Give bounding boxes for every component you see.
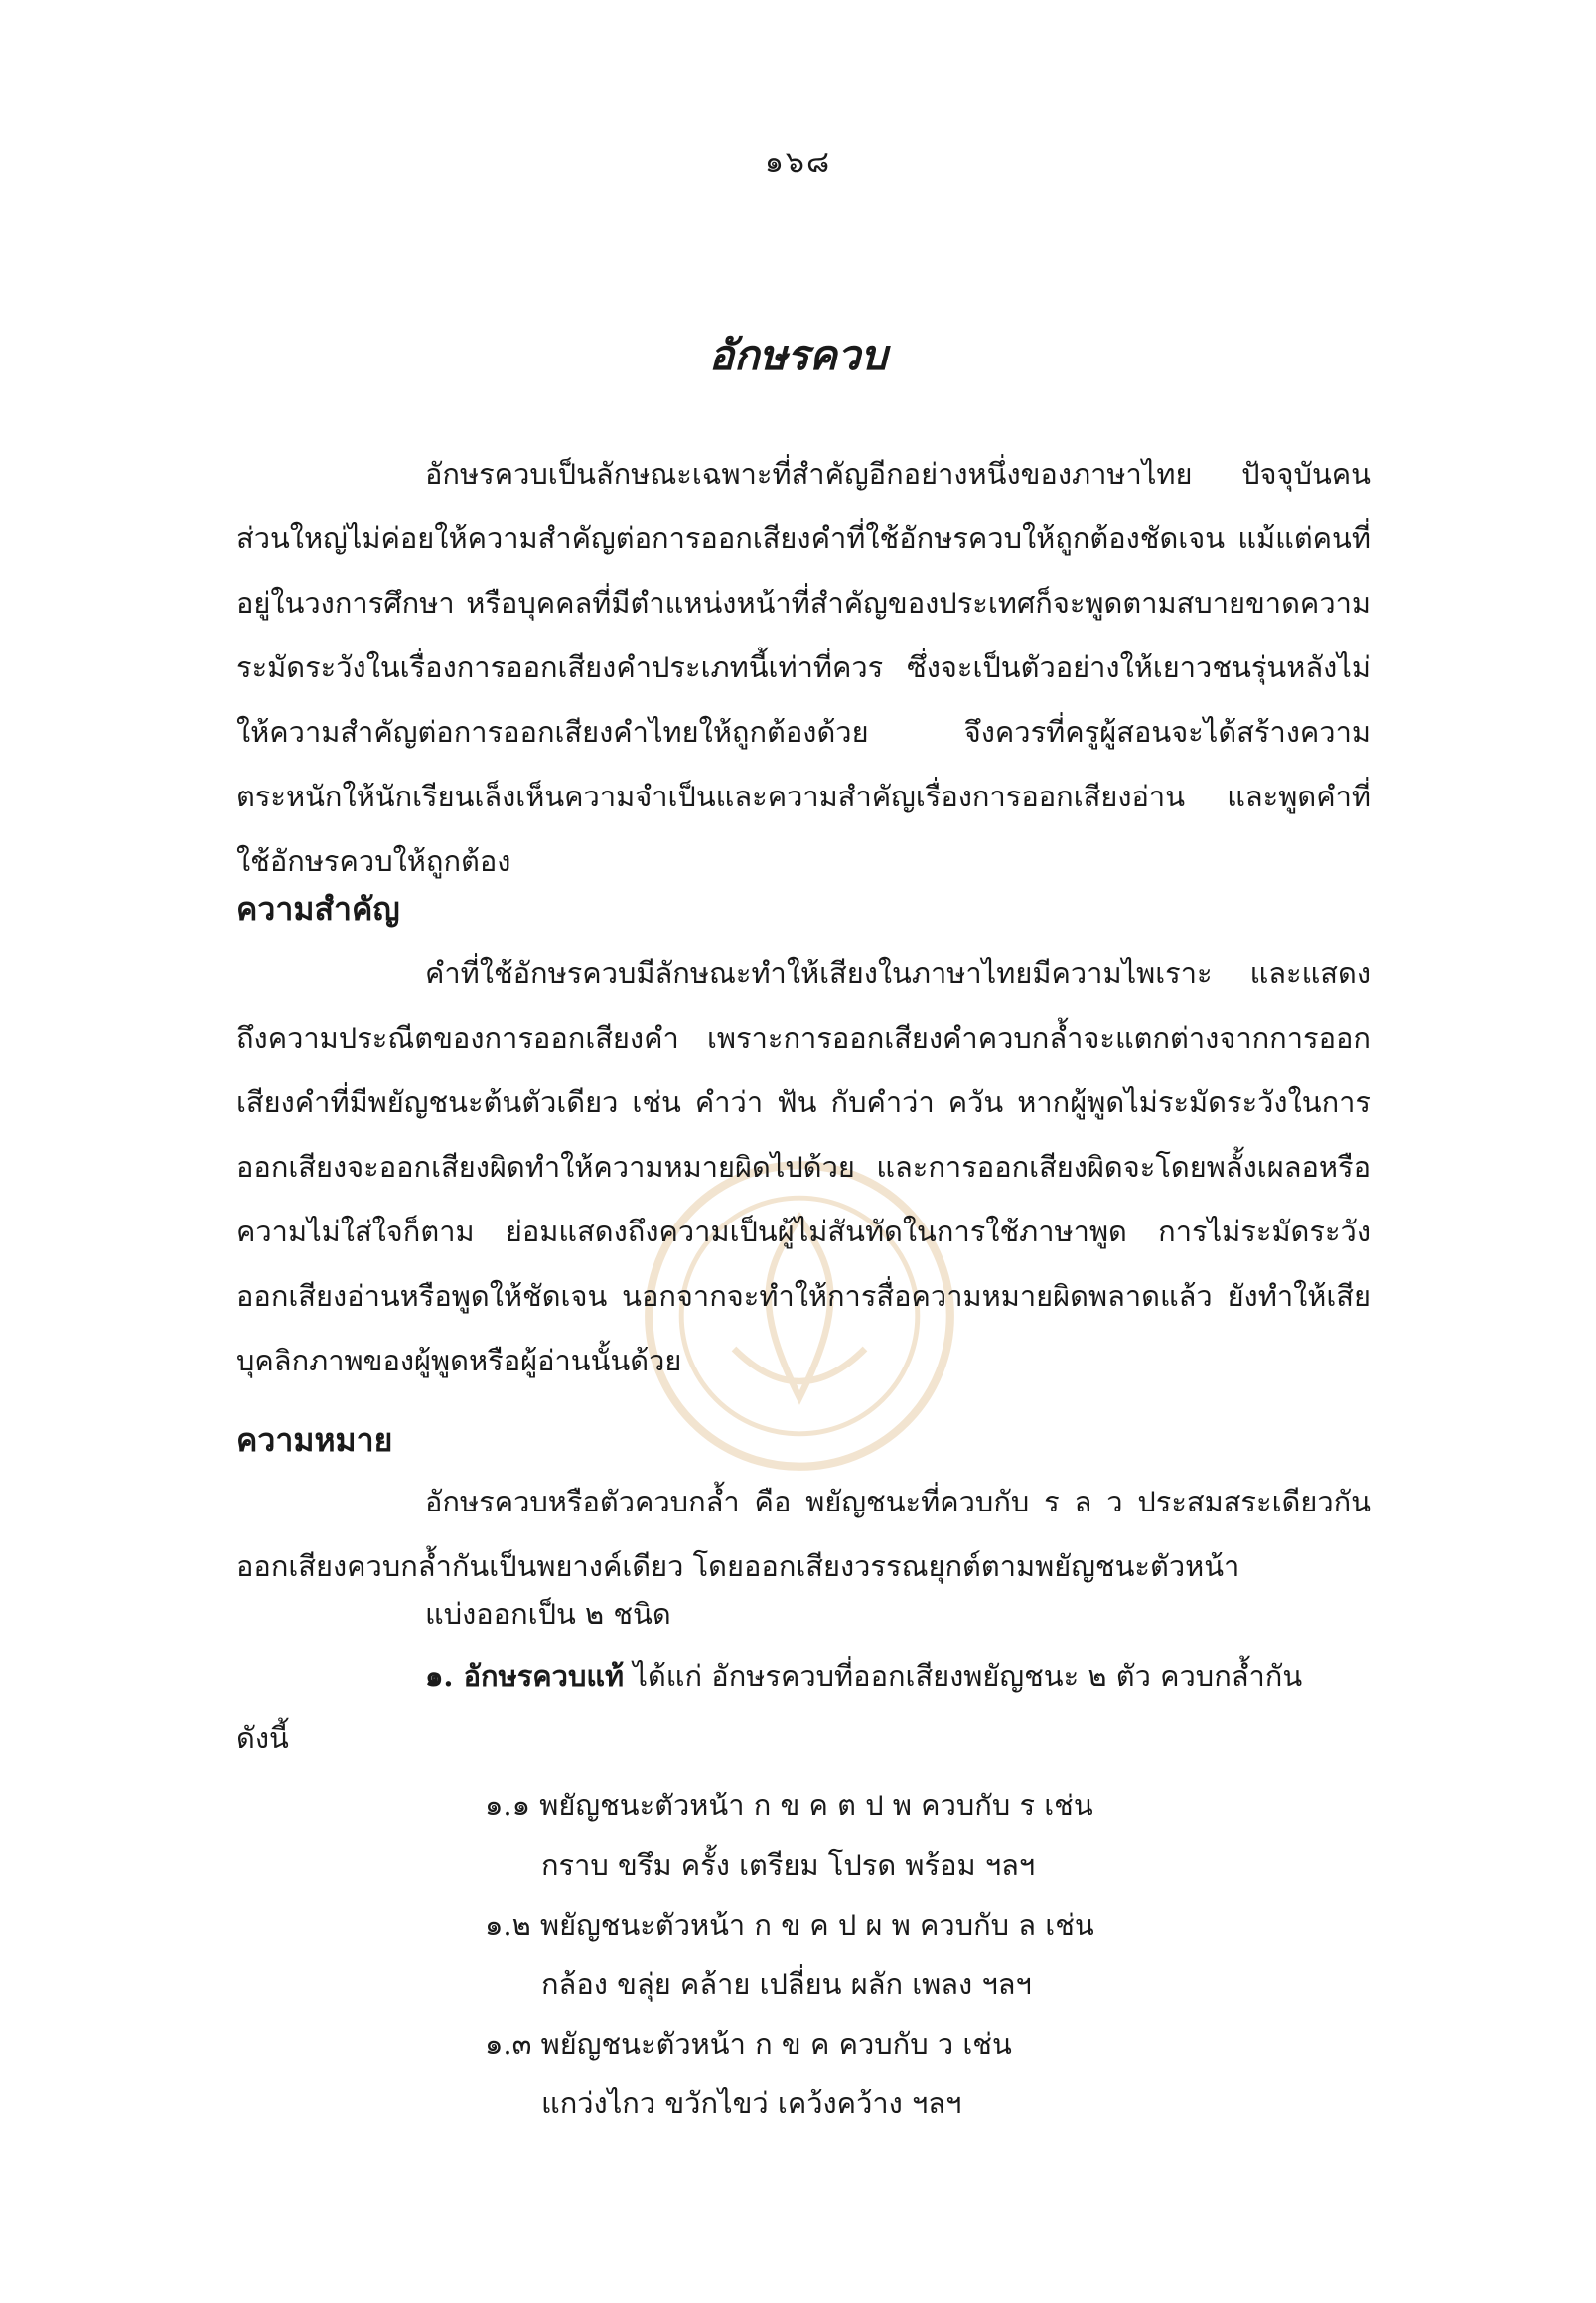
type1-label: ๑. อักษรควบแท้ xyxy=(425,1659,625,1693)
intro-paragraph: อักษรควบเป็นลักษณะเฉพาะที่สำคัญอีกอย่างหนึ่งของภาษาไทย ปัจจุบันคนส่วนใหญ่ไม่ค่อยให้ความสำคัญต่อการออกเสียงคำที่ใช้อักษรควบให้ถูกต้องชัดเจน แม้แต่คนที่อยู่ในวงการศึกษา หรือบุคคลที่มีตำแหน่งหน้าที่สำคัญของประเทศก็จะพูดตามสบายขาดความระมัดระวังในเรื่องการออกเสียงคำประเภทนี้เท่าที่ควร ซึ่งจะเป็นตัวอย่างให้เยาวชนรุ่นหลังไม่ให้ความสำคัญต่อการออกเสียงคำไทยให้ถูกต้องด้วย จึงควรที่ครูผู้สอนจะได้สร้างความตระหนักให้นักเรียนเล็งเห็นความจำเป็นและความสำคัญเรื่องการออกเสียงอ่าน และพูดคำที่ใช้อักษรควบให้ถูกต้อง xyxy=(236,457,1371,878)
page-title: อักษรควบ xyxy=(708,331,888,379)
list-item-1-head: ๑.๑ พยัญชนะตัวหน้า ก ข ค ต ป พ ควบกับ ร เช่น xyxy=(485,1789,1093,1822)
list-item-2-head: ๑.๒ พยัญชนะตัวหน้า ก ข ค ป ผ พ ควบกับ ล เช่น xyxy=(485,1908,1094,1942)
importance-paragraph: คำที่ใช้อักษรควบมีลักษณะทำให้เสียงในภาษาไทยมีความไพเราะ และแสดงถึงความประณีตของการออกเสียงคำ เพราะการออกเสียงคำควบกล้ำจะแตกต่างจากการออกเสียงคำที่มีพยัญชนะต้นตัวเดียว เช่น คำว่า ฟัน กับคำว่า ควัน หากผู้พูดไม่ระมัดระวังในการออกเสียงจะออกเสียงผิดทำให้ความหมายผิดไปด้วย และการออกเสียงผิดจะโดยพลั้งเผลอหรือความไม่ใส่ใจก็ตาม ย่อมแสดงถึงความเป็นผู้ไม่สันทัดในการใช้ภาษาพูด การไม่ระมัดระวังออกเสียงอ่านหรือพูดให้ชัดเจน นอกจากจะทำให้การสื่อความหมายผิดพลาดแล้ว ยังทำให้เสียบุคลิกภาพของผู้พูดหรือผู้อ่านนั้นด้วย xyxy=(236,956,1371,1377)
importance-heading: ความสำคัญ xyxy=(236,890,400,928)
list-item-2-examples: กล้อง ขลุ่ย คล้าย เปลี่ยน ผลัก เพลง ฯลฯ xyxy=(541,1967,1032,2001)
meaning-section xyxy=(236,1470,1371,1599)
meaning-heading: ความหมาย xyxy=(236,1421,393,1459)
intro-section xyxy=(236,442,1371,894)
type1-continuation: ดังนี้ xyxy=(236,1721,289,1755)
list-item-3-examples: แกว่งไกว ขวักไขว่ เคว้งคว้าง ฯลฯ xyxy=(541,2087,962,2120)
type1-line xyxy=(425,1656,1302,1696)
list-item-3-head: ๑.๓ พยัญชนะตัวหน้า ก ข ค ควบกับ ว เช่น xyxy=(485,2027,1012,2061)
list-item-1-examples: กราบ ขรึม ครั้ง เตรียม โปรด พร้อม ฯลฯ xyxy=(541,1848,1036,1882)
division-line: แบ่งออกเป็น ๒ ชนิด xyxy=(425,1597,671,1631)
type1-text: ได้แก่ อักษรควบที่ออกเสียงพยัญชนะ ๒ ตัว ควบกล้ำกัน xyxy=(633,1659,1303,1693)
meaning-paragraph: อักษรควบหรือตัวควบกล้ำ คือ พยัญชนะที่ควบกับ ร ล ว ประสมสระเดียวกันออกเสียงควบกล้ำกันเป็นพยางค์เดียว โดยออกเสียงวรรณยุกต์ตามพยัญชนะตัวหน้า xyxy=(236,1485,1371,1583)
page-number: ๑๖๘ xyxy=(764,145,832,180)
importance-section xyxy=(236,941,1371,1393)
